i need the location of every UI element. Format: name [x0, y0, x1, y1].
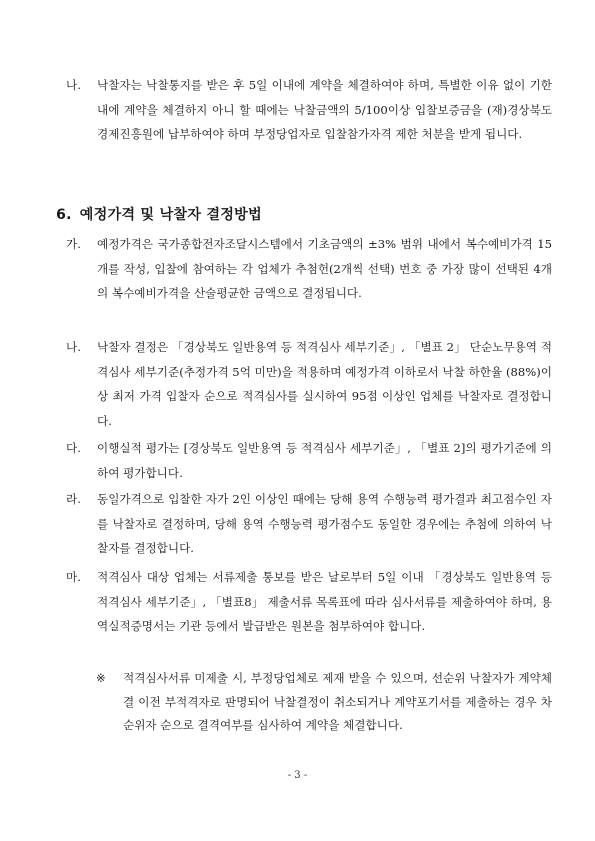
page-number: - 3 -: [287, 770, 308, 781]
paragraph-ma-document-submission: [66, 565, 552, 639]
paragraph-text: 예정가격은 국가종합전자조달시스템에서 기초금액의 ±3% 범위 내에서 복수예비가격 15개를 작성, 입찰에 참여하는 각 업체가 추첨헌(2개씩 선택) 번호 중 가장 많이 선택된 4개의 복수예비가격을 산술평균한 금액으로 결정됩니다.: [97, 237, 552, 301]
paragraph-marker: 라.: [66, 492, 81, 506]
paragraph-text: 낙찰자는 낙찰통지를 받은 후 5일 이내에 계약을 체결하여야 하며, 특별한 이유 없이 기한 내에 계약을 체결하지 아니 할 때에는 낙찰금액의 5/100이상 입찰보증금을 (재)경상북도경제진흥원에 납부하여야 하며 부정당업자로 입찰참가자격 제한 처분을 받게 됩니다.: [97, 78, 552, 142]
reference-mark-icon: ※: [96, 671, 106, 685]
paragraph-na-contract: [66, 73, 552, 147]
paragraph-marker: 나.: [66, 78, 81, 92]
paragraph-text: 이행실적 평가는 [경상북도 일반용역 등 적격심사 세부기준」, 「별표 2]의 평가기준에 의하여 평가합니다.: [97, 441, 552, 480]
paragraph-ra-tie-break: [66, 487, 552, 561]
section-heading: [56, 204, 262, 224]
paragraph-text: 적격심사 대상 업체는 서류제출 통보를 받은 날로부터 5일 이내 「경상북도 일반용역 등 적격심사 세부기준」, 「별표8」 제출서류 목록표에 따라 심사서류를 제출하여야 하며, 용역실적증명서는 기관 등에서 발급받은 원본을 첨부하여야 합니다.: [97, 570, 552, 634]
note-paragraph: [96, 667, 552, 738]
paragraph-na-winner-decision: [66, 335, 552, 433]
paragraph-marker: 다.: [66, 441, 81, 455]
paragraph-marker: 가.: [66, 237, 81, 251]
paragraph-text: 낙찰자 결정은 「경상북도 일반용역 등 적격심사 세부기준」, 「별표 2」 단순노무용역 적격심사 세부기준(추정가격 5억 미만)을 적용하며 예정가격 이하로서 낙찰 하한율 (88%)이상 최저 가격 입찰자 순으로 적격심사를 실시하여 95점 이상인 업체를 낙찰자로 결정합니다.: [97, 340, 552, 428]
section-number: 6.: [56, 207, 72, 223]
paragraph-ga-estimated-price: [66, 232, 552, 306]
section-title: 예정가격 및 낙찰자 결정방법: [79, 207, 262, 223]
paragraph-marker: 나.: [66, 340, 81, 354]
note-text: 적격심사서류 미제출 시, 부정당업체로 제재 받을 수 있으며, 선순위 낙찰자가 계약체결 이전 부적격자로 판명되어 낙찰결정이 취소되거나 계약포기서를 제출하는 경우 차순위자 순으로 결격여부를 심사하여 계약을 체결합니다.: [123, 671, 552, 733]
paragraph-text: 동일가격으로 입찰한 자가 2인 이상인 때에는 당해 용역 수행능력 평가결과 최고점수인 자를 낙찰자로 결정하며, 당해 용역 수행능력 평가점수도 동일한 경우에는 추첨에 의하여 낙찰자를 결정합니다.: [97, 492, 552, 556]
paragraph-marker: 마.: [66, 570, 81, 584]
paragraph-da-performance-evaluation: [66, 436, 552, 485]
